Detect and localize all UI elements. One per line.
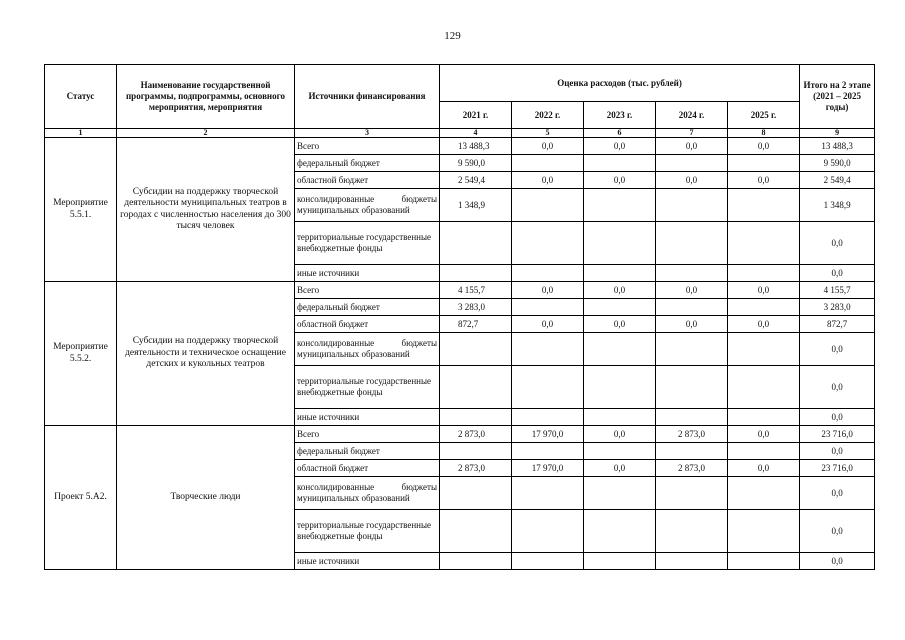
year-value-cell: 17 970,0 [512,426,584,443]
year-value-cell [656,155,728,172]
funding-source-cell: Всего [295,426,440,443]
year-value-cell [440,366,512,409]
year-value-cell [584,189,656,222]
total-value-cell: 2 549,4 [800,172,875,189]
year-value-cell: 9 590,0 [440,155,512,172]
year-value-cell: 0,0 [728,460,800,477]
year-value-cell [440,409,512,426]
table-body [45,138,875,570]
column-number: 1 [45,129,117,138]
header-year: 2021 г. [440,102,512,129]
total-value-cell: 0,0 [800,477,875,510]
year-value-cell [728,553,800,570]
measure-name-cell: Субсидии на поддержку творческой деятельности муниципальных театров в городах с численностью населения до 300 тысяч человек [117,138,295,282]
year-value-cell: 0,0 [512,138,584,155]
year-value-cell [728,409,800,426]
year-value-cell [584,510,656,553]
year-value-cell: 872,7 [440,316,512,333]
table-row [45,138,875,155]
column-number: 7 [656,129,728,138]
funding-source-cell: областной бюджет [295,460,440,477]
column-number: 4 [440,129,512,138]
year-value-cell: 0,0 [584,316,656,333]
year-value-cell [584,265,656,282]
year-value-cell: 0,0 [512,316,584,333]
year-value-cell [656,333,728,366]
total-value-cell: 1 348,9 [800,189,875,222]
funding-source-cell: иные источники [295,553,440,570]
funding-source-cell: территориальные государственные внебюджетные фонды [295,222,440,265]
year-value-cell [728,265,800,282]
year-value-cell [656,510,728,553]
year-value-cell: 2 549,4 [440,172,512,189]
header-year: 2023 г. [584,102,656,129]
year-value-cell: 0,0 [656,138,728,155]
year-value-cell [728,510,800,553]
total-value-cell: 0,0 [800,443,875,460]
year-value-cell [440,477,512,510]
year-value-cell: 0,0 [728,316,800,333]
year-value-cell [584,409,656,426]
year-value-cell: 0,0 [512,282,584,299]
column-number: 6 [584,129,656,138]
year-value-cell: 17 970,0 [512,460,584,477]
year-value-cell: 0,0 [728,426,800,443]
header-estimate: Оценка расходов (тыс. рублей) [440,65,800,102]
funding-source-cell: федеральный бюджет [295,299,440,316]
year-value-cell [512,189,584,222]
year-value-cell: 13 488,3 [440,138,512,155]
year-value-cell [584,333,656,366]
funding-source-cell: федеральный бюджет [295,443,440,460]
year-value-cell: 2 873,0 [656,460,728,477]
total-value-cell: 0,0 [800,366,875,409]
expenditure-table [44,64,875,570]
year-value-cell [728,222,800,265]
year-value-cell [440,510,512,553]
year-value-cell [512,477,584,510]
year-value-cell [728,333,800,366]
year-value-cell [728,189,800,222]
year-value-cell [656,366,728,409]
year-value-cell [584,155,656,172]
funding-source-cell: иные источники [295,265,440,282]
table-row [45,426,875,443]
year-value-cell [656,553,728,570]
year-value-cell [728,443,800,460]
year-value-cell [512,333,584,366]
funding-source-cell: консолидированные бюджеты муниципальных образований [295,189,440,222]
year-value-cell [584,553,656,570]
year-value-cell: 2 873,0 [656,426,728,443]
header-sources: Источники финансирования [295,65,440,129]
total-value-cell: 4 155,7 [800,282,875,299]
year-value-cell [512,409,584,426]
year-value-cell [584,366,656,409]
funding-source-cell: консолидированные бюджеты муниципальных образований [295,477,440,510]
total-value-cell: 0,0 [800,333,875,366]
year-value-cell [656,443,728,460]
year-value-cell: 4 155,7 [440,282,512,299]
year-value-cell: 0,0 [728,172,800,189]
year-value-cell [728,366,800,409]
year-value-cell [584,299,656,316]
funding-source-cell: консолидированные бюджеты муниципальных образований [295,333,440,366]
year-value-cell: 1 348,9 [440,189,512,222]
total-value-cell: 0,0 [800,553,875,570]
year-value-cell: 0,0 [512,172,584,189]
header-year: 2024 г. [656,102,728,129]
column-number: 9 [800,129,875,138]
year-value-cell: 2 873,0 [440,460,512,477]
header-year: 2025 г. [728,102,800,129]
status-cell: Проект 5.А2. [45,426,117,570]
year-value-cell: 3 283,0 [440,299,512,316]
funding-source-cell: территориальные государственные внебюджетные фонды [295,510,440,553]
column-number: 5 [512,129,584,138]
year-value-cell [584,443,656,460]
year-value-cell [512,155,584,172]
year-value-cell [656,409,728,426]
year-value-cell [512,443,584,460]
year-value-cell [656,299,728,316]
year-value-cell [512,299,584,316]
header-status: Статус [45,65,117,129]
year-value-cell [656,222,728,265]
status-cell: Мероприятие 5.5.1. [45,138,117,282]
funding-source-cell: Всего [295,282,440,299]
year-value-cell: 0,0 [584,172,656,189]
year-value-cell: 0,0 [656,316,728,333]
column-number: 3 [295,129,440,138]
total-value-cell: 23 716,0 [800,460,875,477]
year-value-cell [512,366,584,409]
total-value-cell: 872,7 [800,316,875,333]
year-value-cell [512,265,584,282]
total-value-cell: 13 488,3 [800,138,875,155]
total-value-cell: 0,0 [800,222,875,265]
year-value-cell [656,477,728,510]
funding-source-cell: иные источники [295,409,440,426]
year-value-cell [584,477,656,510]
column-number: 2 [117,129,295,138]
measure-name-cell: Творческие люди [117,426,295,570]
header-year: 2022 г. [512,102,584,129]
funding-source-cell: территориальные государственные внебюджетные фонды [295,366,440,409]
total-value-cell: 0,0 [800,409,875,426]
year-value-cell: 0,0 [584,138,656,155]
year-value-cell [728,477,800,510]
year-value-cell: 0,0 [584,282,656,299]
funding-source-cell: областной бюджет [295,316,440,333]
year-value-cell [728,155,800,172]
funding-source-cell: областной бюджет [295,172,440,189]
year-value-cell: 0,0 [584,460,656,477]
year-value-cell [440,443,512,460]
year-value-cell [656,265,728,282]
total-value-cell: 0,0 [800,265,875,282]
year-value-cell [440,333,512,366]
measure-name-cell: Субсидии на поддержку творческой деятельности и техническое оснащение детских и кукольных театров [117,282,295,426]
year-value-cell [656,189,728,222]
table-row [45,282,875,299]
year-value-cell [440,222,512,265]
total-value-cell: 0,0 [800,510,875,553]
year-value-cell: 0,0 [584,426,656,443]
year-value-cell: 0,0 [656,282,728,299]
total-value-cell: 9 590,0 [800,155,875,172]
page-number: 129 [444,30,461,42]
year-value-cell [512,510,584,553]
funding-source-cell: федеральный бюджет [295,155,440,172]
header-name: Наименование государственной программы, подпрограммы, основного мероприятия, мероприятия [117,65,295,129]
status-cell: Мероприятие 5.5.2. [45,282,117,426]
year-value-cell [440,553,512,570]
year-value-cell: 0,0 [728,282,800,299]
funding-source-cell: Всего [295,138,440,155]
year-value-cell [512,222,584,265]
year-value-cell [584,222,656,265]
column-number: 8 [728,129,800,138]
header-total: Итого на 2 этапе (2021 – 2025 годы) [800,65,875,129]
year-value-cell: 0,0 [728,138,800,155]
total-value-cell: 3 283,0 [800,299,875,316]
year-value-cell: 0,0 [656,172,728,189]
year-value-cell [512,553,584,570]
year-value-cell [440,265,512,282]
year-value-cell: 2 873,0 [440,426,512,443]
year-value-cell [728,299,800,316]
total-value-cell: 23 716,0 [800,426,875,443]
